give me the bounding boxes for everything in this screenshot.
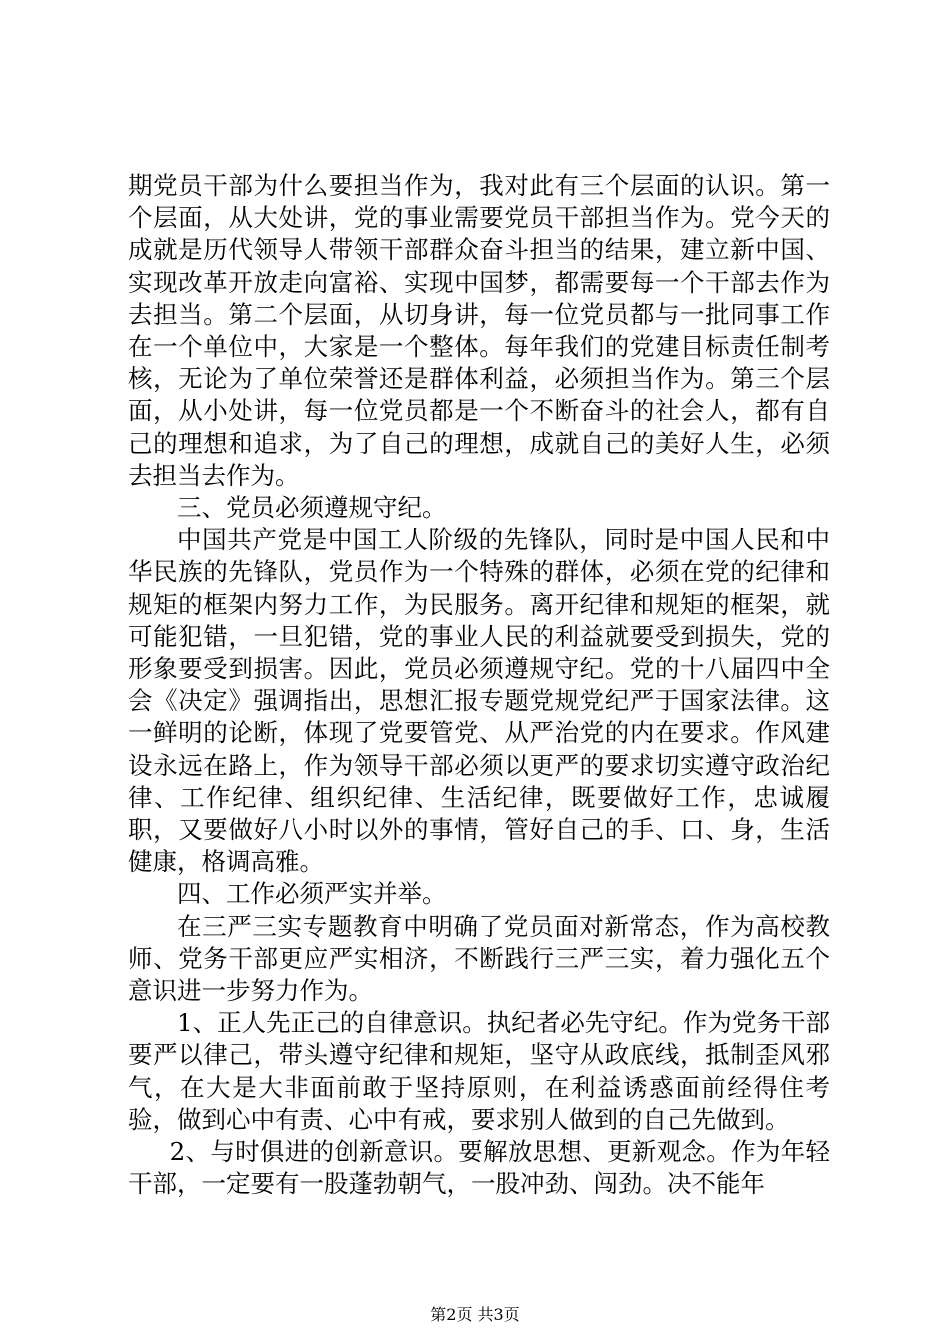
document-body — [128, 170, 830, 1201]
page-footer: 第2页 共3页 — [430, 1305, 520, 1324]
section-heading-three: 三、党员必须遵规守纪。 — [177, 493, 447, 523]
paragraph-point-one: 1、正人先正己的自律意识。执纪者必先守纪。作为党务干部要严以律己，带头遵守纪律和规矩，坚守从政底线，抵制歪风邪气，在大是大非面前敢于坚持原则，在利益诱惑面前经得住考验，做到心中有责、心中有戒，要求别人做到的自己先做到。 — [128, 1008, 830, 1134]
paragraph-three-strict: 在三严三实专题教育中明确了党员面对新常态，作为高校教师、党务干部更应严实相济，不断践行三严三实，着力强化五个意识进一步努力作为。 — [128, 911, 830, 1006]
paragraph-point-two: 2、与时俱进的创新意识。要解放思想、更新观念。作为年轻干部，一定要有一股蓬勃朝气，一股冲劲、闯劲。决不能年 — [128, 1137, 830, 1199]
paragraph-continuation: 期党员干部为什么要担当作为，我对此有三个层面的认识。第一个层面，从大处讲，党的事业需要党员干部担当作为。党今天的成就是历代领导人带领干部群众奋斗担当的结果，建立新中国、实现改革开放走向富裕、实现中国梦，都需要每一个干部去作为去担当。第二个层面，从切身讲，每一位党员都与一批同事工作在一个单位中，大家是一个整体。每年我们的党建目标责任制考核，无论为了单位荣誉还是群体利益，必须担当作为。第三个层面，从小处讲，每一位党员都是一个不断奋斗的社会人，都有自己的理想和追求，为了自己的理想，成就自己的美好人生，必须去担当去作为。 — [128, 171, 830, 490]
section-heading-four: 四、工作必须严实并举。 — [177, 879, 447, 909]
paragraph-discipline: 中国共产党是中国工人阶级的先锋队，同时是中国人民和中华民族的先锋队，党员作为一个特殊的群体，必须在党的纪律和规矩的框架内努力工作，为民服务。离开纪律和规矩的框架，就可能犯错，一旦犯错，党的事业人民的利益就要受到损失，党的形象要受到损害。因此，党员必须遵规守纪。党的十八届四中全会《决定》强调指出，思想汇报专题党规党纪严于国家法律。这一鲜明的论断，体现了党要管党、从严治党的内在要求。作风建设永远在路上，作为领导干部必须以更严的要求切实遵守政治纪律、工作纪律、组织纪律、生活纪律，既要做好工作，忠诚履职，又要做好八小时以外的事情，管好自己的手、口、身，生活健康，格调高雅。 — [128, 525, 830, 877]
